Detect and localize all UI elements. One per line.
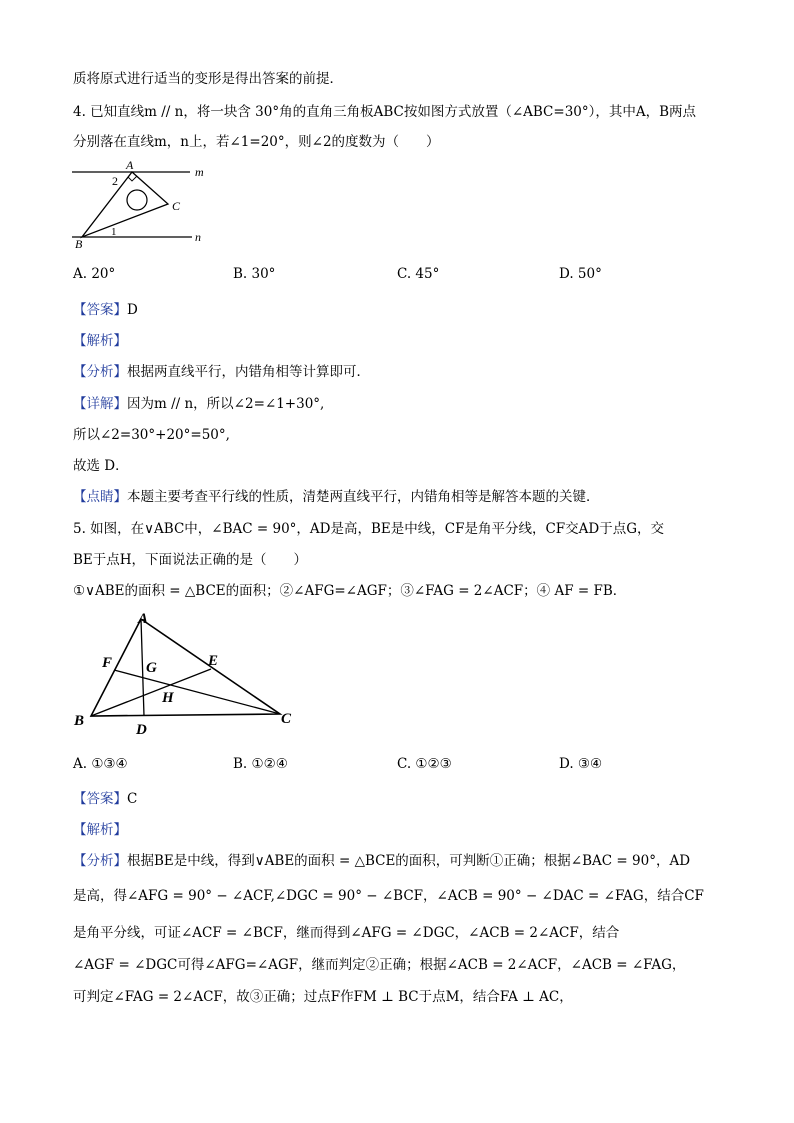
label-e: E [208, 653, 219, 669]
q4-analysis-tag: 【解析】 [73, 333, 127, 349]
answer-tag: 【答案】 [73, 791, 127, 807]
q4-dianjing [73, 485, 600, 505]
xiangjie-text: 因为m // n，所以∠2=∠1+30°, [127, 396, 325, 412]
triangle-hole [127, 190, 147, 210]
q5-option-d: D. ③④ [559, 756, 603, 772]
median-be [91, 669, 211, 716]
answer-value: D [127, 302, 138, 318]
bisector-cf [114, 670, 280, 714]
right-angle-mark [128, 176, 137, 181]
q5-analysis-line4: ∠AGF = ∠DGC可得∠AFG=∠AGF，继而判定②正确；根据∠ACB = 2∠ACF，∠ACB = ∠FAG， [73, 957, 686, 973]
intro-line: 质将原式进行适当的变形是得出答案的前提． [73, 71, 343, 87]
fenxi-text: 根据两直线平行，内错角相等计算即可． [127, 364, 370, 380]
q4-choice: 故选 D． [73, 458, 129, 474]
q5-stem-line2: BE于点H，下面说法正确的是（ ） [73, 552, 308, 568]
answer-tag: 【答案】 [73, 302, 127, 318]
xiangjie-tag: 【详解】 [73, 396, 127, 412]
label-m: m [195, 165, 204, 179]
label-a: A [126, 158, 134, 172]
q5-stem-line1: 5. 如图，在∨ABC中，∠BAC = 90°，AD是高，BE是中线，CF是角平分线，CF交AD于点G，交 [73, 521, 665, 537]
q5-stem-line3: ①∨ABE的面积 = △BCE的面积；②∠AFG=∠AGF；③∠FAG = 2∠ACF；④ AF = FB． [73, 583, 627, 599]
q5-option-c: C. ①②③ [397, 756, 452, 772]
triangle-abc [91, 619, 280, 716]
label-c: C [281, 711, 292, 727]
q4-xiangjie [73, 392, 324, 412]
label-c: C [172, 199, 181, 213]
label-f: F [102, 655, 113, 671]
q5-analysis-line2: 是高，得∠AFG = 90° − ∠ACF,∠DGC = 90° − ∠BCF，∠ACB = 90° − ∠DAC = ∠FAG，结合CF [73, 888, 704, 904]
label-g: G [146, 660, 157, 676]
q4-fenxi [73, 360, 370, 380]
triangle-abc [82, 172, 168, 237]
label-1: 1 [111, 226, 117, 238]
q4-option-d: D. 50° [559, 266, 602, 282]
q5-analysis-tag: 【解析】 [73, 822, 127, 838]
altitude-ad [141, 619, 144, 716]
label-a: A [138, 611, 149, 627]
q4-option-c: C. 45° [397, 266, 440, 282]
q4-stem-line2: 分别落在直线m，n上，若∠1=20°，则∠2的度数为（ ） [73, 134, 440, 150]
label-d: D [136, 722, 147, 738]
q4-option-b: B. 30° [233, 266, 276, 282]
q4-stem-line1: 4. 已知直线m // n，将一块含 30°角的直角三角板ABC按如图方式放置（∠ABC=30°），其中A，B两点 [73, 104, 697, 120]
q5-figure [70, 610, 300, 740]
fenxi-tag: 【分析】 [73, 364, 127, 380]
label-n: n [195, 230, 201, 244]
q5-option-b: B. ①②④ [233, 756, 288, 772]
q4-option-a: A. 20° [73, 266, 116, 282]
label-b: B [75, 237, 83, 248]
q4-answer [73, 298, 138, 318]
q5-answer [73, 787, 137, 807]
analysis-text-1: 根据BE是中线，得到∨ABE的面积 = △BCE的面积，可判断①正确；根据∠BAC = 90°，AD [127, 853, 691, 869]
q5-option-a: A. ①③④ [73, 756, 128, 772]
label-h: H [162, 690, 174, 706]
q4-figure [60, 158, 220, 248]
q5-analysis-line1 [73, 849, 690, 869]
q4-calc: 所以∠2=30°+20°=50°, [73, 427, 230, 443]
q5-analysis-line3: 是角平分线，可证∠ACF = ∠BCF，继而得到∠AFG = ∠DGC，∠ACB = 2∠ACF，结合 [73, 925, 620, 941]
fenxi-tag: 【分析】 [73, 853, 127, 869]
q5-analysis-line5: 可判定∠FAG = 2∠ACF，故③正确；过点F作FM ⊥ BC于点M，结合FA ⊥ AC， [73, 989, 573, 1005]
answer-value: C [127, 791, 138, 807]
label-b: B [74, 713, 85, 729]
label-2: 2 [112, 174, 118, 188]
dianjing-text: 本题主要考查平行线的性质，清楚两直线平行，内错角相等是解答本题的关键． [127, 489, 600, 505]
dianjing-tag: 【点睛】 [73, 489, 127, 505]
